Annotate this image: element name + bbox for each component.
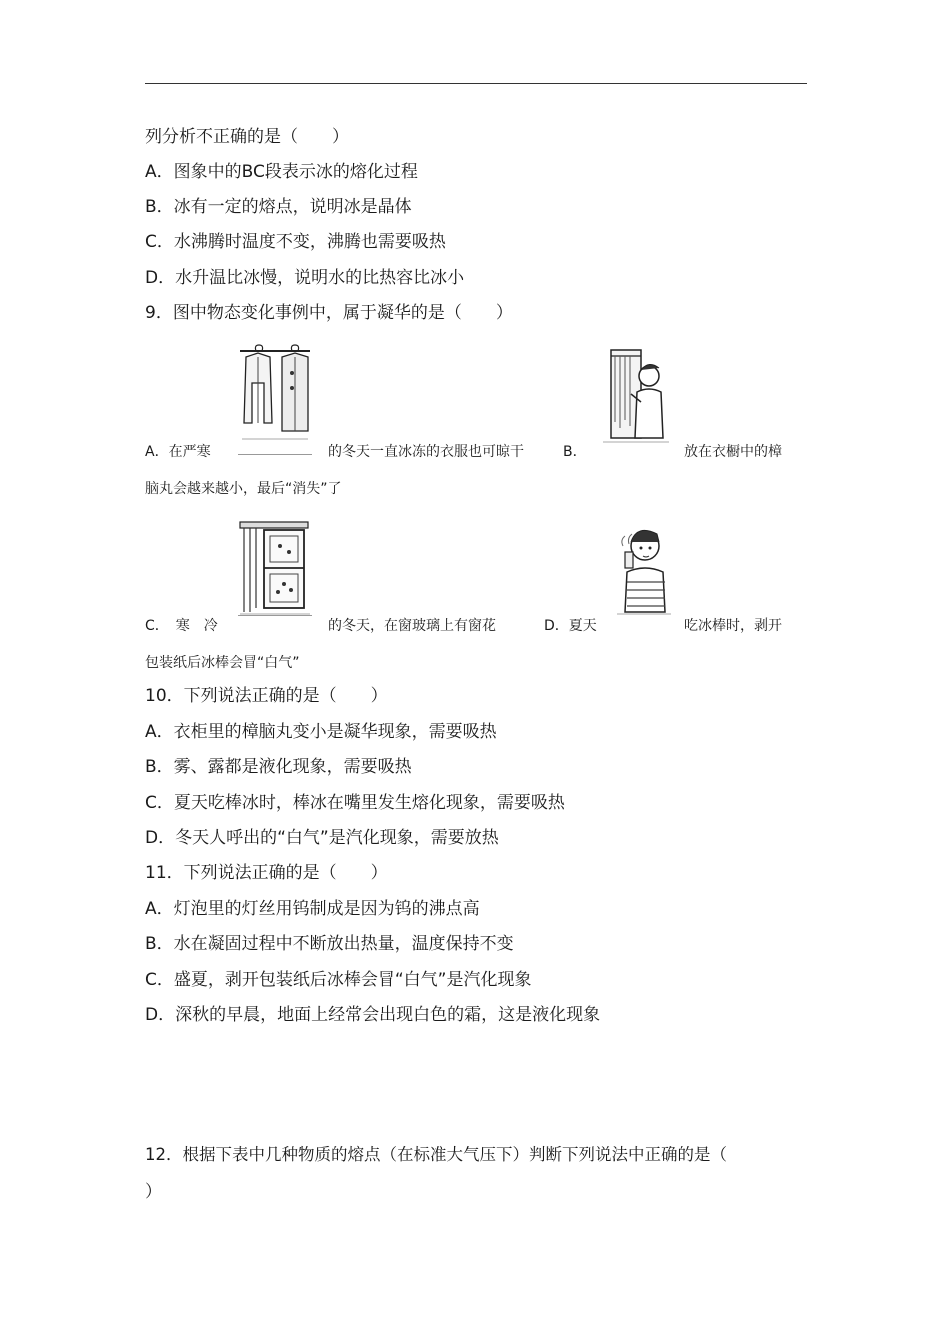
q11-stem: 11．下列说法正确的是（ ） [145,863,388,883]
q8-option-b: B．冰有一定的熔点，说明冰是晶体 [145,197,412,217]
clothes-hanging-icon [238,343,312,443]
q9-option-c-label: C． 寒 冷 [145,618,218,634]
q8-option-d: D．水升温比冰慢，说明水的比热容比冰小 [145,268,465,288]
q9-option-d-cont: 包装纸后冰棒会冒“白气” [145,655,300,671]
q10-option-a: A．衣柜里的樟脑丸变小是凝华现象，需要吸热 [145,722,497,742]
header-rule [145,83,807,84]
q8-option-a: A．图象中的BC段表示冰的熔化过程 [145,162,418,182]
q8-stem-tail: 列分析不正确的是（ ） [145,127,349,147]
q9-option-b-cont: 脑丸会越来越小，最后“消失”了 [145,481,342,497]
q9-option-d-label: D．夏天 [544,618,597,634]
q9-image-c-baseline [238,615,312,616]
q9-option-b-text: 放在衣橱中的樟 [684,444,782,460]
q11-option-a: A．灯泡里的灯丝用钨制成是因为钨的沸点高 [145,899,480,919]
q9-option-c-text: 的冬天，在窗玻璃上有窗花 [328,618,496,634]
wardrobe-person-icon [603,342,669,444]
q12-stem-cont: ） [145,1182,162,1202]
q9-stem: 9．图中物态变化事例中，属于凝华的是（ ） [145,303,513,323]
q12-stem: 12．根据下表中几种物质的熔点（在标准大气压下）判断下列说法中正确的是（ [145,1145,727,1164]
q11-option-d: D．深秋的早晨，地面上经常会出现白色的霜，这是液化现象 [145,1005,601,1025]
q10-option-c: C．夏天吃棒冰时，棒冰在嘴里发生熔化现象，需要吸热 [145,793,565,813]
q10-option-b: B．雾、露都是液化现象，需要吸热 [145,757,412,777]
q10-stem: 10．下列说法正确的是（ ） [145,686,388,706]
q11-option-c: C．盛夏，剥开包装纸后冰棒会冒“白气”是汽化现象 [145,970,532,990]
frosted-window-icon [238,516,312,616]
q11-option-b: B．水在凝固过程中不断放出热量，温度保持不变 [145,934,514,954]
q9-option-d-text: 吃冰棒时，剥开 [684,618,782,634]
q9-option-b-label: B． [563,444,587,460]
q8-option-c: C．水沸腾时温度不变，沸腾也需要吸热 [145,232,446,252]
q9-image-a-baseline [238,454,312,455]
q9-option-a-label: A．在严寒 [145,444,211,460]
q9-option-a-text: 的冬天一直冰冻的衣服也可晾干 [328,444,524,460]
q10-option-d: D．冬天人呼出的“白气”是汽化现象，需要放热 [145,828,499,848]
child-ice-pop-icon [617,516,671,616]
